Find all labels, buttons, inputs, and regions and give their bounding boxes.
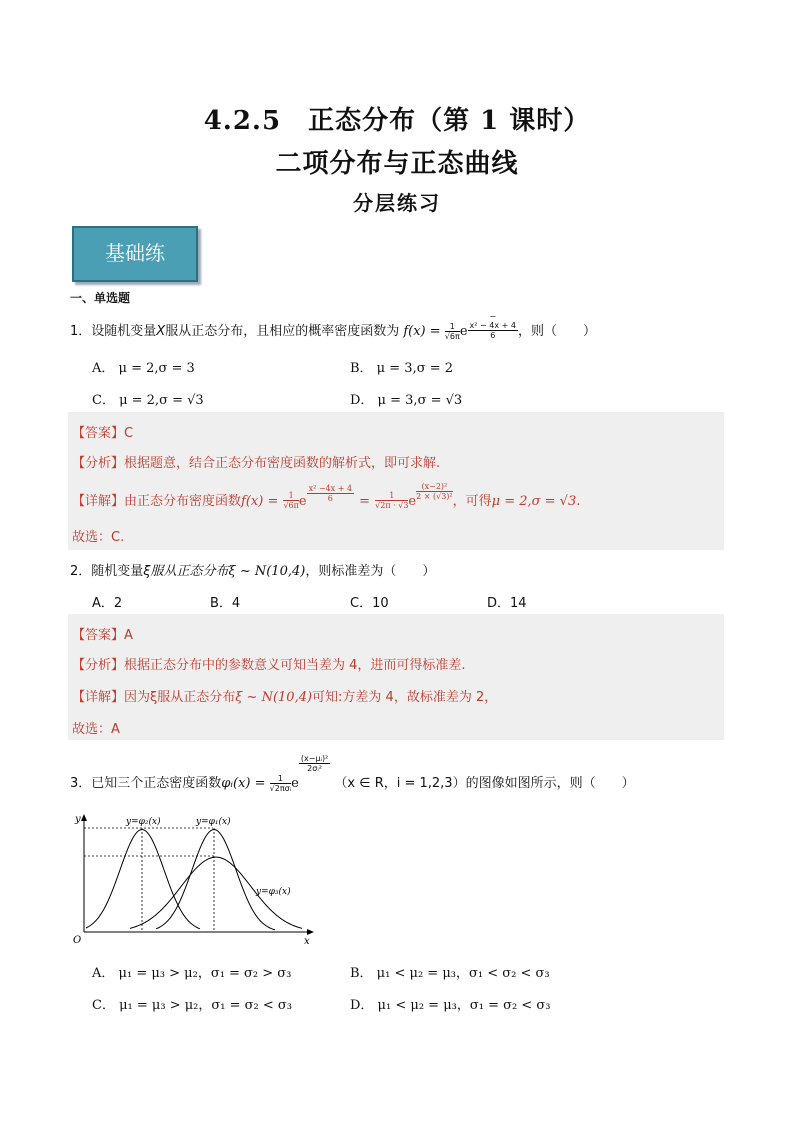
label-phi1: y=φ₁(x) xyxy=(196,817,231,827)
page-subtitle: 二项分布与正态曲线 xyxy=(275,149,519,179)
q1-exp-num: x² − 4x + 4 xyxy=(469,321,516,330)
q2-analysis-label: 【分析】 xyxy=(72,658,125,673)
q2-analysis-line xyxy=(72,654,466,673)
q1-answer-label: 【答案】 xyxy=(72,426,125,441)
q1-fx: f(x) = xyxy=(403,324,441,339)
q2-detail-post: 可知:方差为 4，故标准差为 2， xyxy=(312,690,498,705)
q1-option-a[interactable]: A． μ = 2,σ = 3 xyxy=(92,361,195,376)
label-x: x xyxy=(304,936,310,947)
q1-option-d[interactable]: D． μ = 3,σ = √3 xyxy=(350,393,463,408)
q1-detail-result: μ = 2,σ = √3. xyxy=(491,494,581,509)
q2-answer-box xyxy=(68,614,724,740)
q1-exp-den: 6 xyxy=(490,331,496,340)
q1-stem-var: X xyxy=(156,324,166,339)
x-axis-arrow xyxy=(307,929,314,935)
q2-option-a[interactable]: A．2 xyxy=(92,596,123,611)
q1-choose: 故选：C. xyxy=(72,530,125,545)
q3-option-c[interactable]: C． μ₁ = μ₃ > μ₂，σ₁ = σ₂ < σ₃ xyxy=(92,998,292,1013)
q1-stem-mid: 服从正态分布，且相应的概率密度函数为 xyxy=(165,324,400,339)
y-axis-arrow xyxy=(81,814,87,821)
q1-option-c[interactable]: C． μ = 2,σ = √3 xyxy=(92,393,204,408)
label-origin: O xyxy=(73,935,82,946)
q2-analysis: 根据正态分布中的参数意义可知当差为 4，进而可得标准差. xyxy=(124,658,466,673)
q1-stem-pre: 1．设随机变量 xyxy=(70,324,157,339)
q3-graph xyxy=(70,812,320,947)
q2-detail-label: 【详解】 xyxy=(72,690,125,705)
page-subheading: 分层练习 xyxy=(353,191,441,215)
q1-answer-line xyxy=(72,422,133,441)
q2-answer-label: 【答案】 xyxy=(72,628,125,643)
q1-detail-eq1: $\frac{1}{√6\pi}$ xyxy=(283,491,299,510)
q1-detail-eq2-exp-den: 2 × (√3)² xyxy=(416,492,453,501)
q3-stem-fn: φᵢ(x) = xyxy=(221,776,266,791)
q2-detail-dist: ξ ~ N(10,4) xyxy=(235,690,313,705)
q2-answer: A xyxy=(124,628,133,643)
q2-stem-pre: 2．随机变量 xyxy=(70,564,144,579)
q1-detail-post: ，可得 xyxy=(452,494,492,509)
q1-detail-eq1-den: √6π xyxy=(283,501,299,510)
label-y: y xyxy=(75,814,81,825)
q1-analysis-line xyxy=(72,452,440,471)
page-title: 4.2.5 正态分布（第 1 课时） xyxy=(203,106,591,136)
question-3-stem: 3．已知三个正态密度函数φᵢ(x) = $\frac{1}{\text{√2πσᵢ}}e$ $\frac{\text{(x−μᵢ)²}}{\text{2σᵢ²}} (x$ ∈ R，i = 1,2,3）的图像如图所示，则（ ） xyxy=(70,754,635,793)
q3-option-d[interactable]: D． μ₁ < μ₂ = μ₃，σ₁ = σ₂ < σ₃ xyxy=(350,998,551,1013)
q1-analysis-label: 【分析】 xyxy=(72,456,125,471)
q1-option-b[interactable]: B． μ = 3,σ = 2 xyxy=(350,361,453,376)
q3-exp-den: 2σᵢ² xyxy=(307,764,322,773)
section-heading: 一、单选题 xyxy=(70,291,131,305)
q2-detail-pre: 因为ξ服从正态分布 xyxy=(124,690,236,705)
q3-coef-den: √2πσᵢ xyxy=(269,784,292,793)
q3-stem-post: （x ∈ R，i = 1,2,3）的图像如图所示，则（ ） xyxy=(334,776,635,791)
q1-detail-fx: f(x) = xyxy=(241,494,279,509)
question-1-stem: 1．设随机变量X服从正态分布，且相应的概率密度函数为 f(x) = $\frac{1}{√6\pi}e-$ x² − 4x + 4 6 ，则（ ） xyxy=(70,312,596,341)
q1-detail-pre: 由正态分布密度函数 xyxy=(124,494,242,509)
q1-coef-num: 1 xyxy=(445,322,460,332)
q1-detail-line: 【详解】由正态分布密度函数f(x) = $\frac{1}{√6\pi}e$ $\frac{\text{x² −4x + 4}}{6}$ = $\frac{1}{√2\pi \cdot √3}e$ $\frac{\text{(x−2)²}}{\text{2 × (√3)²}}$，可得μ = 2,σ = √3. xyxy=(72,482,581,510)
q1-exponent: − x² − 4x + 4 6 xyxy=(469,312,516,340)
question-2-stem xyxy=(70,560,435,579)
q1-detail-eq2-den: √2π · √3 xyxy=(375,501,409,510)
q2-stem-post: ，则标准差为（ ） xyxy=(305,564,436,579)
q3-option-a[interactable]: A． μ₁ = μ₃ > μ₂，σ₁ = σ₂ > σ₃ xyxy=(92,966,292,981)
q1-detail-eq2-exp xyxy=(416,482,453,501)
q3-exp-num: (x−μᵢ)² xyxy=(300,754,329,763)
q2-answer-line xyxy=(72,624,133,643)
q1-analysis: 根据题意，结合正态分布密度函数的解析式，即可求解. xyxy=(124,456,441,471)
q2-stem-dist: ξ ~ N(10,4) xyxy=(228,564,306,579)
curve-phi1 xyxy=(156,830,275,930)
q1-coef xyxy=(445,322,460,341)
q3-stem-pre: 3．已知三个正态密度函数 xyxy=(70,776,222,791)
q1-answer-box xyxy=(68,412,724,550)
q3-exponent xyxy=(299,754,330,773)
q1-answer: C xyxy=(124,426,134,441)
q1-detail-eq1-exp-num: x² −4x + 4 xyxy=(308,484,353,493)
label-phi2: y=φ₂(x) xyxy=(126,817,161,827)
q2-choose: 故选：A xyxy=(72,722,120,737)
q1-detail-eq2: $\frac{1}{√2\pi \cdot √3}$ xyxy=(375,491,409,510)
label-phi3: y=φ₃(x) xyxy=(256,887,291,897)
q2-option-c[interactable]: C．10 xyxy=(350,596,389,611)
q2-option-d[interactable]: D．14 xyxy=(487,596,527,611)
q1-stem-post: ，则（ ） xyxy=(517,324,596,339)
q2-option-b[interactable]: B．4 xyxy=(210,596,241,611)
q3-option-b[interactable]: B． μ₁ < μ₂ = μ₃，σ₁ < σ₂ < σ₃ xyxy=(350,966,550,981)
q1-detail-eq1-exp: $\frac{\text{x² −4x + 4}}{6}$ xyxy=(308,484,353,503)
level-badge: 基础练 xyxy=(72,226,198,282)
q2-stem-mid: ξ服从正态分布 xyxy=(143,564,229,579)
q1-detail-eq2-exp-num: (x−2)² xyxy=(416,482,453,492)
q3-coef: $\frac{1}{\text{√2πσᵢ}}$ xyxy=(269,774,292,793)
curve-phi2 xyxy=(86,830,200,929)
q2-detail-line xyxy=(72,686,497,705)
q1-detail-label: 【详解】 xyxy=(72,494,125,509)
q1-coef-den: √6π xyxy=(444,332,460,341)
